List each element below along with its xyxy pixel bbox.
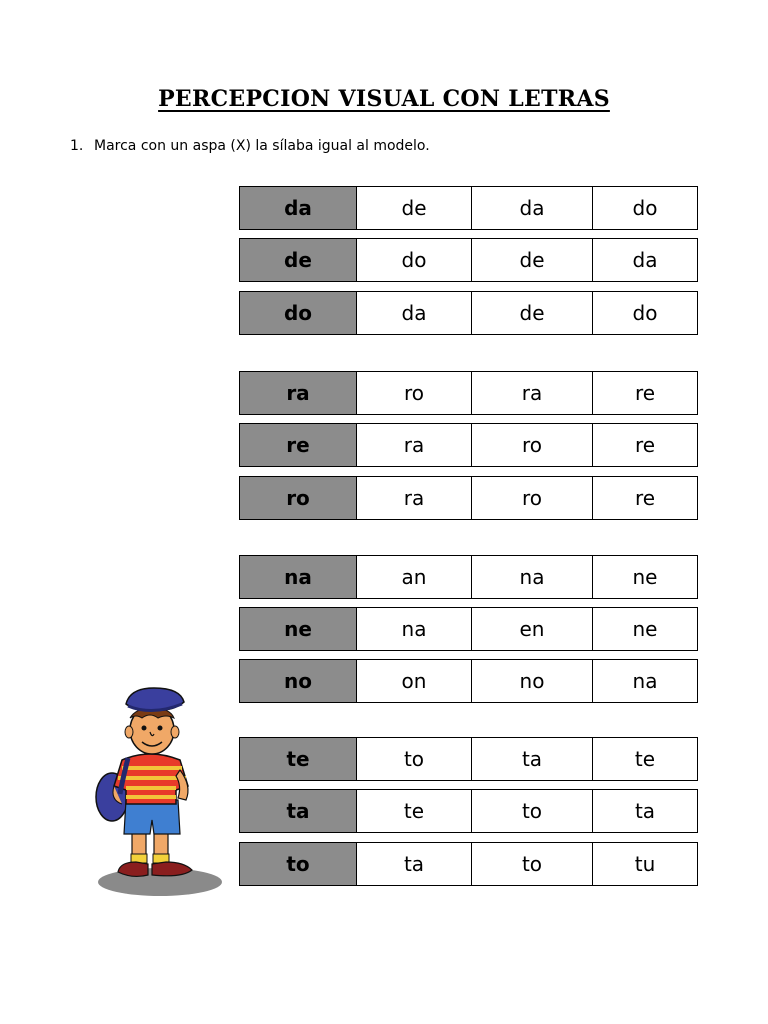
- option-cell[interactable]: on: [356, 660, 471, 702]
- model-syllable: re: [240, 424, 356, 466]
- page-title: [0, 86, 768, 112]
- syllable-row: [239, 476, 698, 520]
- model-syllable: ra: [240, 372, 356, 414]
- option-cell[interactable]: ro: [471, 477, 592, 519]
- syllable-row: [239, 659, 698, 703]
- model-syllable: te: [240, 738, 356, 780]
- model-syllable: da: [240, 187, 356, 229]
- model-syllable: ta: [240, 790, 356, 832]
- option-cell[interactable]: to: [471, 790, 592, 832]
- syllable-row: [239, 842, 698, 886]
- option-cell[interactable]: an: [356, 556, 471, 598]
- model-syllable: ne: [240, 608, 356, 650]
- option-cell[interactable]: ra: [356, 477, 471, 519]
- option-cell[interactable]: re: [592, 477, 697, 519]
- boy-with-backpack-illustration: [92, 682, 227, 900]
- option-cell[interactable]: ra: [471, 372, 592, 414]
- option-cell[interactable]: re: [592, 424, 697, 466]
- model-syllable: no: [240, 660, 356, 702]
- instruction: [70, 138, 430, 154]
- syllable-row: [239, 238, 698, 282]
- option-cell[interactable]: ro: [471, 424, 592, 466]
- option-cell[interactable]: na: [592, 660, 697, 702]
- syllable-row: [239, 186, 698, 230]
- model-syllable: to: [240, 843, 356, 885]
- option-cell[interactable]: da: [471, 187, 592, 229]
- option-cell[interactable]: na: [471, 556, 592, 598]
- option-cell[interactable]: ne: [592, 608, 697, 650]
- syllable-row: [239, 555, 698, 599]
- syllable-row: [239, 423, 698, 467]
- option-cell[interactable]: do: [592, 187, 697, 229]
- option-cell[interactable]: te: [592, 738, 697, 780]
- option-cell[interactable]: na: [356, 608, 471, 650]
- option-cell[interactable]: to: [471, 843, 592, 885]
- model-syllable: na: [240, 556, 356, 598]
- instruction-number: 1.: [70, 138, 84, 154]
- syllable-row: [239, 291, 698, 335]
- syllable-row: [239, 789, 698, 833]
- option-cell[interactable]: de: [356, 187, 471, 229]
- option-cell[interactable]: da: [356, 292, 471, 334]
- syllable-row: [239, 371, 698, 415]
- shorts: [124, 800, 180, 834]
- option-cell[interactable]: de: [471, 292, 592, 334]
- page-title-text: PERCEPCION VISUAL CON LETRAS: [158, 86, 610, 112]
- option-cell[interactable]: de: [471, 239, 592, 281]
- model-syllable: do: [240, 292, 356, 334]
- option-cell[interactable]: to: [356, 738, 471, 780]
- option-cell[interactable]: do: [356, 239, 471, 281]
- model-syllable: de: [240, 239, 356, 281]
- option-cell[interactable]: ro: [356, 372, 471, 414]
- option-cell[interactable]: en: [471, 608, 592, 650]
- option-cell[interactable]: da: [592, 239, 697, 281]
- option-cell[interactable]: ta: [356, 843, 471, 885]
- syllable-row: [239, 737, 698, 781]
- instruction-text: Marca con un aspa (X) la sílaba igual al modelo.: [94, 138, 430, 154]
- option-cell[interactable]: no: [471, 660, 592, 702]
- option-cell[interactable]: tu: [592, 843, 697, 885]
- option-cell[interactable]: ne: [592, 556, 697, 598]
- syllable-row: [239, 607, 698, 651]
- option-cell[interactable]: te: [356, 790, 471, 832]
- option-cell[interactable]: ta: [471, 738, 592, 780]
- option-cell[interactable]: re: [592, 372, 697, 414]
- option-cell[interactable]: ra: [356, 424, 471, 466]
- option-cell[interactable]: ta: [592, 790, 697, 832]
- model-syllable: ro: [240, 477, 356, 519]
- option-cell[interactable]: do: [592, 292, 697, 334]
